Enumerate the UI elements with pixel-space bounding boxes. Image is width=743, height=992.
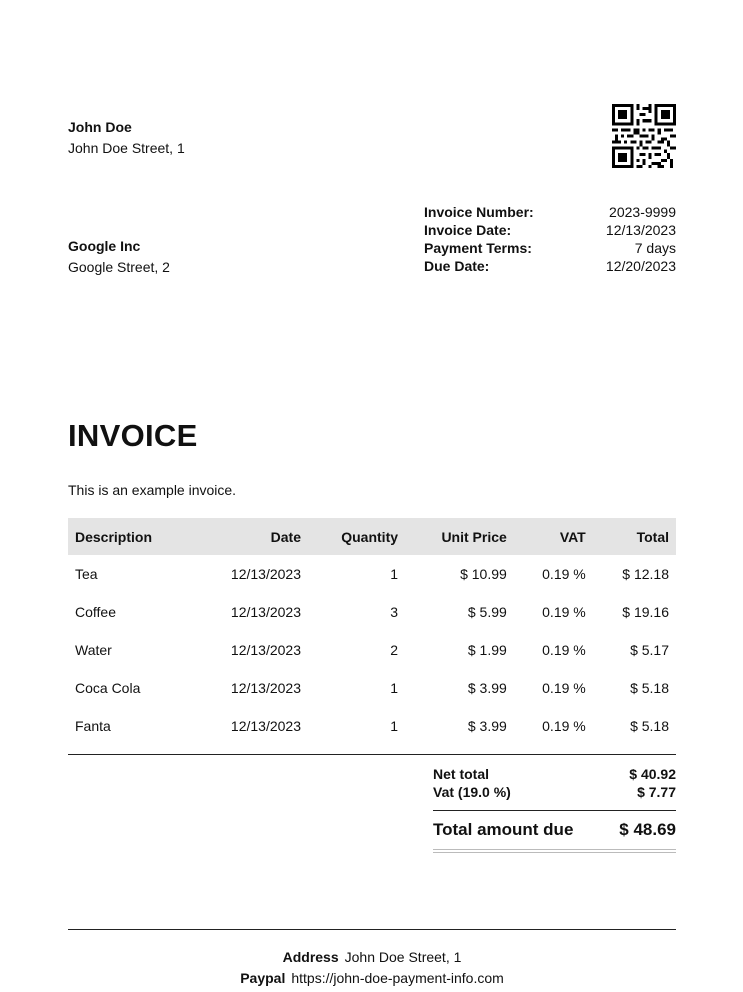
meta-row-due-date (424, 257, 676, 275)
intro-text: This is an example invoice. (68, 482, 237, 498)
column-header-unit-price: Unit Price (405, 518, 514, 555)
qr-code-icon (612, 104, 676, 168)
cell-date: 12/13/2023 (230, 604, 301, 620)
meta-label: Payment Terms: (424, 240, 532, 256)
footer-address-value: John Doe Street, 1 (344, 949, 462, 965)
net-total-value: $ 40.92 (629, 766, 676, 782)
cell-total: $ 12.18 (622, 566, 669, 582)
table-row (68, 631, 676, 669)
recipient-name: Google Inc (68, 238, 141, 254)
total-due-value: $ 48.69 (619, 820, 676, 839)
footer-paypal-label: Paypal (240, 970, 286, 986)
cell-unit-price: $ 1.99 (467, 642, 507, 658)
cell-quantity: 1 (390, 566, 399, 582)
meta-value: 2023-9999 (609, 204, 676, 220)
cell-quantity: 2 (390, 642, 399, 658)
cell-unit-price: $ 3.99 (467, 680, 507, 696)
meta-value: 12/20/2023 (605, 258, 676, 274)
cell-description: Fanta (75, 718, 111, 734)
column-header-description: Description (68, 518, 193, 555)
table-row (68, 669, 676, 707)
cell-vat: 0.19 % (542, 604, 586, 620)
sender-name: John Doe (68, 119, 132, 135)
cell-total: $ 19.16 (622, 604, 669, 620)
recipient-address: Google Street, 2 (68, 259, 170, 275)
table-row (68, 707, 676, 745)
table-divider (68, 754, 676, 755)
total-due-row (433, 820, 676, 840)
cell-description: Coca Cola (75, 680, 141, 696)
cell-total: $ 5.18 (630, 680, 669, 696)
cell-vat: 0.19 % (542, 566, 586, 582)
cell-quantity: 1 (390, 680, 399, 696)
cell-unit-price: $ 10.99 (460, 566, 507, 582)
meta-row-invoice-date (424, 221, 676, 239)
vat-row (433, 783, 676, 801)
totals-block (433, 765, 676, 801)
vat-label: Vat (19.0 %) (433, 784, 511, 800)
cell-vat: 0.19 % (542, 718, 586, 734)
table-header-row (68, 518, 676, 555)
footer-divider (68, 929, 676, 930)
meta-row-invoice-number (424, 203, 676, 221)
meta-label: Due Date: (424, 258, 490, 274)
sender-address: John Doe Street, 1 (68, 140, 185, 156)
totals-divider (433, 810, 676, 811)
vat-value: $ 7.77 (637, 784, 676, 800)
table-row (68, 555, 676, 593)
footer-address-label: Address (282, 949, 339, 965)
sender-block (68, 117, 185, 159)
cell-date: 12/13/2023 (230, 718, 301, 734)
net-total-label: Net total (433, 766, 489, 782)
footer-address-line (68, 947, 676, 968)
column-header-date: Date (193, 518, 308, 555)
column-header-vat: VAT (514, 518, 593, 555)
meta-value: 7 days (634, 240, 676, 256)
cell-vat: 0.19 % (542, 642, 586, 658)
meta-row-payment-terms (424, 239, 676, 257)
meta-value: 12/13/2023 (605, 222, 676, 238)
meta-label: Invoice Number: (424, 204, 534, 220)
cell-date: 12/13/2023 (230, 680, 301, 696)
cell-total: $ 5.18 (630, 718, 669, 734)
cell-date: 12/13/2023 (230, 642, 301, 658)
page-title: INVOICE (68, 418, 198, 453)
invoice-meta (424, 203, 676, 275)
footer (68, 947, 676, 989)
cell-quantity: 1 (390, 718, 399, 734)
meta-label: Invoice Date: (424, 222, 512, 238)
column-header-quantity: Quantity (308, 518, 405, 555)
cell-description: Coffee (75, 604, 116, 620)
table-row (68, 593, 676, 631)
total-due-label: Total amount due (433, 820, 574, 839)
double-underline (433, 849, 676, 853)
cell-vat: 0.19 % (542, 680, 586, 696)
footer-paypal-link[interactable]: https://john-doe-payment-info.com (291, 970, 504, 986)
column-header-total: Total (593, 518, 676, 555)
cell-unit-price: $ 3.99 (467, 718, 507, 734)
cell-total: $ 5.17 (630, 642, 669, 658)
cell-date: 12/13/2023 (230, 566, 301, 582)
cell-quantity: 3 (390, 604, 399, 620)
cell-unit-price: $ 5.99 (467, 604, 507, 620)
cell-description: Tea (75, 566, 98, 582)
line-items-table (68, 518, 676, 745)
cell-description: Water (75, 642, 112, 658)
recipient-block (68, 236, 170, 278)
footer-paypal-line (68, 968, 676, 989)
net-total-row (433, 765, 676, 783)
